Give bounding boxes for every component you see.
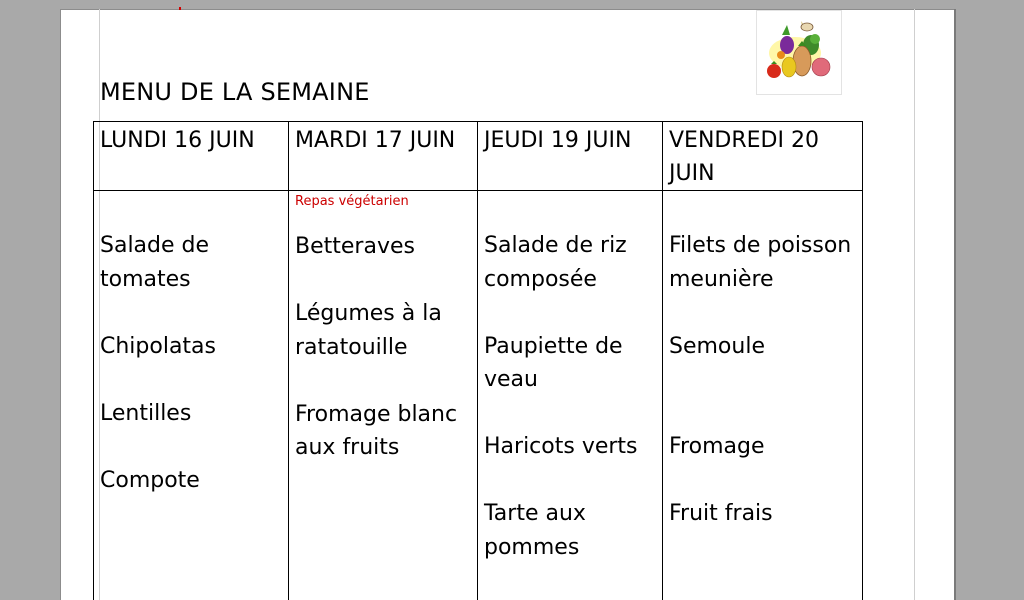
margin-guide-right bbox=[914, 9, 915, 600]
day-note bbox=[100, 194, 282, 210]
vegetables-icon bbox=[756, 10, 842, 95]
dish-spacer bbox=[295, 364, 471, 398]
dish-item: Filets de poisson meunière bbox=[669, 233, 852, 292]
dish-item: Fromage blanc aux fruits bbox=[295, 401, 458, 460]
dish-list bbox=[295, 230, 471, 465]
day-cell-monday bbox=[94, 191, 289, 600]
dish-spacer bbox=[100, 296, 282, 330]
dish-spacer bbox=[295, 264, 471, 298]
dish-item: Fromage bbox=[669, 434, 765, 459]
dish-item: Salade de tomates bbox=[100, 233, 210, 292]
day-cell-tuesday bbox=[289, 191, 478, 600]
table-row bbox=[94, 191, 863, 600]
weekly-menu-table bbox=[93, 121, 863, 600]
day-note bbox=[669, 194, 856, 210]
dish-item: Chipolatas bbox=[100, 333, 217, 359]
dish-item: Betteraves bbox=[295, 234, 415, 259]
dish-spacer bbox=[669, 296, 856, 330]
table-header-row bbox=[94, 122, 863, 191]
dish-spacer bbox=[669, 363, 856, 397]
dish-item: Compote bbox=[100, 467, 200, 493]
day-header-monday: LUNDI 16 JUIN bbox=[94, 122, 289, 191]
dish-list bbox=[100, 229, 282, 497]
day-header-friday: VENDREDI 20 JUIN bbox=[663, 122, 863, 191]
day-header-tuesday: MARDI 17 JUIN bbox=[289, 122, 478, 191]
dish-item: Salade de riz composée bbox=[484, 233, 627, 292]
dish-spacer bbox=[100, 430, 282, 464]
dish-item: Paupiette de veau bbox=[484, 333, 623, 392]
dish-spacer bbox=[669, 464, 856, 498]
day-note bbox=[484, 194, 656, 210]
vegetarian-note: Repas végétarien bbox=[295, 194, 409, 209]
dish-item: Semoule bbox=[669, 333, 765, 359]
dish-item: Tarte aux pommes bbox=[484, 501, 586, 560]
day-cell-thursday bbox=[478, 191, 663, 600]
vegetables-illustration bbox=[757, 11, 841, 94]
dish-spacer bbox=[100, 363, 282, 397]
page-title: MENU DE LA SEMAINE bbox=[100, 78, 370, 106]
dish-item: Lentilles bbox=[100, 400, 192, 426]
dish-item: Fruit frais bbox=[669, 501, 773, 526]
red-marker bbox=[179, 7, 181, 10]
dish-spacer bbox=[484, 464, 656, 498]
day-header-thursday: JEUDI 19 JUIN bbox=[478, 122, 663, 191]
dish-spacer bbox=[484, 397, 656, 431]
dish-item: Haricots verts bbox=[484, 434, 638, 459]
dish-item: Légumes à la ratatouille bbox=[295, 301, 442, 360]
day-cell-friday bbox=[663, 191, 863, 600]
dish-list bbox=[484, 229, 656, 564]
dish-item bbox=[669, 397, 856, 431]
dish-list bbox=[669, 229, 856, 531]
dish-spacer bbox=[484, 296, 656, 330]
